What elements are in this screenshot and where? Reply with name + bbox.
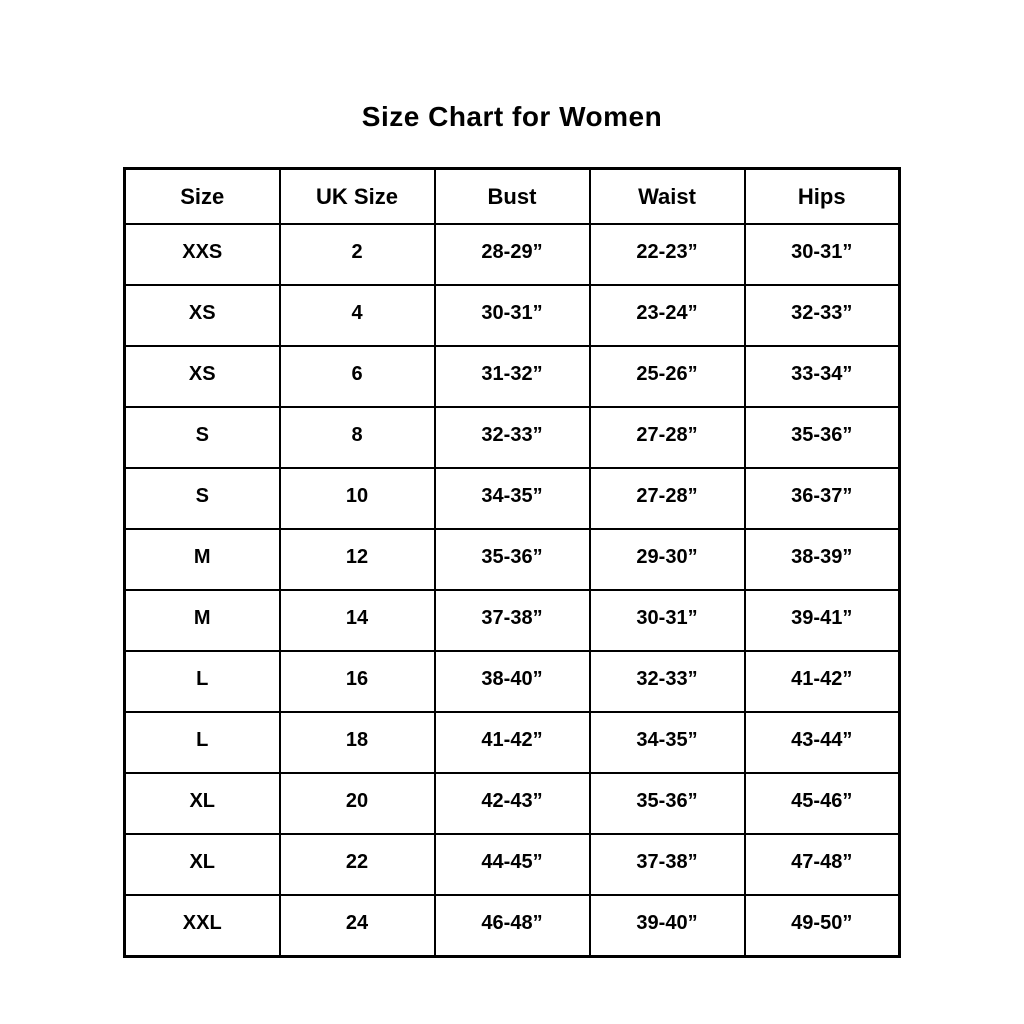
table-row [125, 895, 900, 957]
table-cell: 32-33” [435, 407, 590, 468]
table-cell: 49-50” [745, 895, 900, 957]
column-header-size: Size [125, 169, 280, 225]
table-cell: L [125, 712, 280, 773]
table-cell: 44-45” [435, 834, 590, 895]
table-cell: 35-36” [590, 773, 745, 834]
column-header-uk-size: UK Size [280, 169, 435, 225]
column-header-bust: Bust [435, 169, 590, 225]
table-cell: M [125, 590, 280, 651]
table-cell: 30-31” [745, 224, 900, 285]
table-cell: 46-48” [435, 895, 590, 957]
table-cell: 45-46” [745, 773, 900, 834]
table-cell: 33-34” [745, 346, 900, 407]
table-row [125, 285, 900, 346]
size-table-body [125, 224, 900, 957]
table-cell: 4 [280, 285, 435, 346]
table-cell: XXS [125, 224, 280, 285]
table-cell: 18 [280, 712, 435, 773]
table-cell: 36-37” [745, 468, 900, 529]
table-cell: 22-23” [590, 224, 745, 285]
table-cell: 20 [280, 773, 435, 834]
table-cell: 41-42” [435, 712, 590, 773]
table-cell: 38-40” [435, 651, 590, 712]
table-header [125, 169, 900, 225]
table-cell: 27-28” [590, 407, 745, 468]
table-cell: S [125, 407, 280, 468]
table-cell: 28-29” [435, 224, 590, 285]
table-cell: 38-39” [745, 529, 900, 590]
table-row [125, 651, 900, 712]
size-chart-table [123, 167, 901, 958]
table-cell: 16 [280, 651, 435, 712]
table-cell: XS [125, 346, 280, 407]
table-row [125, 590, 900, 651]
table-row [125, 529, 900, 590]
table-cell: L [125, 651, 280, 712]
table-cell: 30-31” [590, 590, 745, 651]
table-cell: 41-42” [745, 651, 900, 712]
table-cell: 6 [280, 346, 435, 407]
table-cell: 24 [280, 895, 435, 957]
table-cell: 37-38” [435, 590, 590, 651]
table-cell: 27-28” [590, 468, 745, 529]
page-title: Size Chart for Women [361, 101, 663, 132]
table-cell: 8 [280, 407, 435, 468]
table-row [125, 712, 900, 773]
table-cell: 32-33” [745, 285, 900, 346]
column-header-hips: Hips [745, 169, 900, 225]
column-header-waist: Waist [590, 169, 745, 225]
table-cell: 39-40” [590, 895, 745, 957]
table-cell: XXL [125, 895, 280, 957]
table-cell: 25-26” [590, 346, 745, 407]
table-cell: 47-48” [745, 834, 900, 895]
table-row [125, 773, 900, 834]
table-row [125, 224, 900, 285]
table-cell: XL [125, 773, 280, 834]
table-row [125, 407, 900, 468]
table-cell: XL [125, 834, 280, 895]
header-row [125, 169, 900, 225]
table-cell: 35-36” [435, 529, 590, 590]
table-cell: S [125, 468, 280, 529]
table-cell: 2 [280, 224, 435, 285]
table-cell: 23-24” [590, 285, 745, 346]
table-cell: 29-30” [590, 529, 745, 590]
table-cell: 34-35” [435, 468, 590, 529]
table-cell: 43-44” [745, 712, 900, 773]
table-row [125, 834, 900, 895]
table-cell: 14 [280, 590, 435, 651]
table-row [125, 468, 900, 529]
table-row [125, 346, 900, 407]
table-cell: 42-43” [435, 773, 590, 834]
table-cell: 34-35” [590, 712, 745, 773]
table-cell: 30-31” [435, 285, 590, 346]
table-cell: XS [125, 285, 280, 346]
table-cell: 39-41” [745, 590, 900, 651]
table-cell: 12 [280, 529, 435, 590]
table-cell: 22 [280, 834, 435, 895]
table-cell: 32-33” [590, 651, 745, 712]
table-cell: 31-32” [435, 346, 590, 407]
table-cell: M [125, 529, 280, 590]
table-cell: 35-36” [745, 407, 900, 468]
table-cell: 37-38” [590, 834, 745, 895]
table-cell: 10 [280, 468, 435, 529]
